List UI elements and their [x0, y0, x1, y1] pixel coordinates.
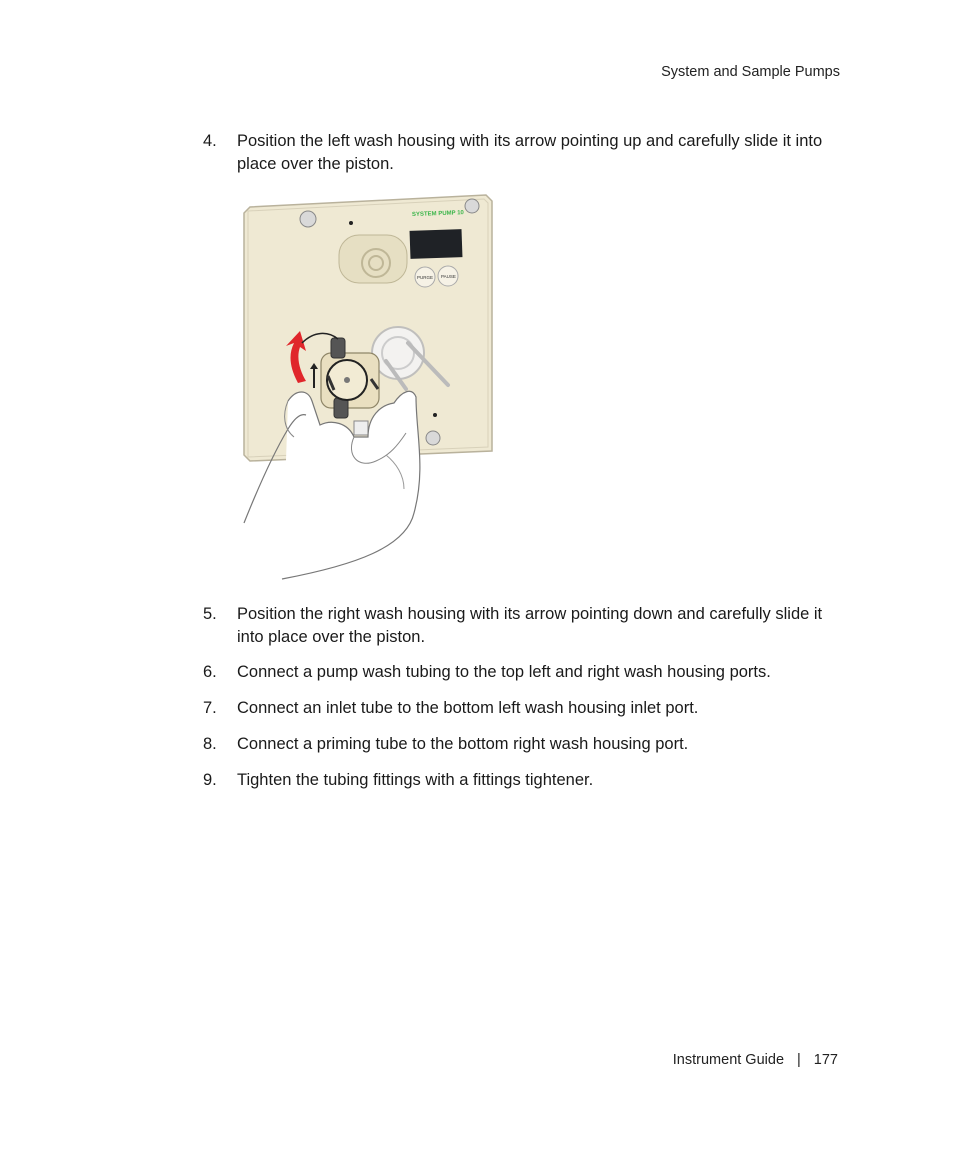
step-9 [203, 769, 843, 792]
step-8 [203, 733, 843, 756]
step-text: Position the left wash housing with its arrow pointing up and carefully slide it into place over the piston. [237, 132, 823, 173]
page-footer [673, 1052, 838, 1068]
step-number: 5. [203, 605, 217, 623]
step-text: Connect a priming tube to the bottom right wash housing port. [237, 735, 689, 753]
step-text: Connect a pump wash tubing to the top left and right wash housing ports. [237, 663, 771, 681]
running-head: System and Sample Pumps [661, 64, 840, 80]
step-4 [203, 130, 843, 175]
pump-display [410, 229, 463, 259]
step-text: Connect an inlet tube to the bottom left wash housing inlet port. [237, 699, 699, 717]
step-6 [203, 661, 843, 684]
step-number: 4. [203, 132, 217, 150]
panel-label: SYSTEM PUMP 10 [411, 210, 464, 218]
step-text: Position the right wash housing with its arrow pointing down and carefully slide it into place over the piston. [237, 605, 823, 646]
svg-text:PAUSE: PAUSE [441, 274, 456, 279]
wash-housing-illustration [236, 193, 498, 585]
step-number: 8. [203, 735, 217, 753]
guide-title: Instrument Guide [672, 1052, 785, 1068]
step-number: 9. [203, 771, 217, 789]
footer-separator: | [797, 1052, 801, 1068]
step-text: Tighten the tubing fittings with a fittings tightener. [237, 771, 594, 789]
page-number: 177 [813, 1052, 838, 1068]
svg-text:PURGE: PURGE [417, 275, 434, 280]
step-7 [203, 697, 843, 720]
step-5 [203, 603, 843, 648]
step-number: 6. [203, 663, 217, 681]
step-number: 7. [203, 699, 217, 717]
